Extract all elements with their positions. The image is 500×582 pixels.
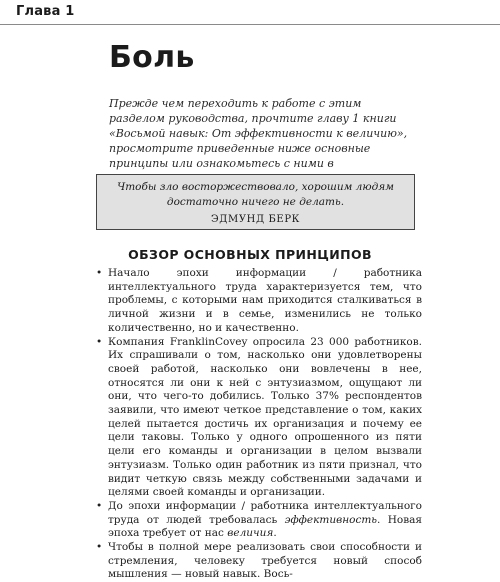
- list-item-text: Чтобы в полной мере реализовать свои способности и стремления, человеку требуется новый способ мышления — новый навык. Вось-: [108, 541, 422, 581]
- list-item-text-after: .: [273, 527, 277, 540]
- list-item: [96, 336, 422, 500]
- bullet-icon: •: [96, 499, 103, 512]
- header-divider: [0, 24, 500, 25]
- epigraph-text: Чтобы зло восторжествовало, хорошим людям достаточно ничего не делать.: [117, 181, 394, 208]
- bullet-icon: •: [96, 267, 103, 279]
- chapter-label: Глава 1: [16, 4, 75, 19]
- epigraph-box: [96, 174, 415, 230]
- list-item: [96, 500, 422, 541]
- list-item-emphasis: величия: [227, 527, 274, 540]
- epigraph-author: ЭДМУНД БЕРК: [211, 214, 300, 225]
- list-item: [96, 267, 422, 336]
- list-item-text: Начало эпохи информации / работника интеллектуального труда характеризуется тем, что проблемы, с которыми нам приходится сталкиваться в личной жизни и в семье, изменились не только количественно, но и качественно.: [108, 267, 422, 334]
- section-heading: ОБЗОР ОСНОВНЫХ ПРИНЦИПОВ: [128, 247, 372, 262]
- list-item-emphasis: эффективность: [284, 513, 378, 526]
- principles-list: [96, 267, 422, 582]
- bullet-icon: •: [96, 335, 103, 348]
- intro-paragraph: Прежде чем переходить к работе с этим разделом руководства, прочтите главу 1 книги «Восьмой навык: От эффективности к величию», просмотрите приведенные ниже основные принципы или ознакомьтесь с ними в: [109, 97, 408, 170]
- list-item: [96, 541, 422, 582]
- bullet-icon: •: [96, 541, 103, 554]
- page-title: Боль: [109, 40, 195, 75]
- list-item-text: Компания FranklinCovey опросила 23 000 работников. Их спрашивали о том, насколько они удовлетворены своей работой, насколько они вовлечены в нее, относятся ли они к ней с энтузиазмом, ощущают ли они, что чего-то добились. Только 37% респондентов заявили, что имеют четкое представление о том, каких целей пытается достичь их организация и почему ее цели таковы. Только у одного опрошенного из пяти цели его команды и организации в целом вызвали энтузиазм. Только один работник из пяти признал, что видит четкую связь между собственными задачами и целями своей команды и организации.: [108, 335, 422, 499]
- list-item-text-before: До эпохи информации / работника интеллектуального труда от людей требовалась: [108, 499, 422, 526]
- list-item-text-middle: . Новая эпоха требует от нас: [108, 513, 422, 540]
